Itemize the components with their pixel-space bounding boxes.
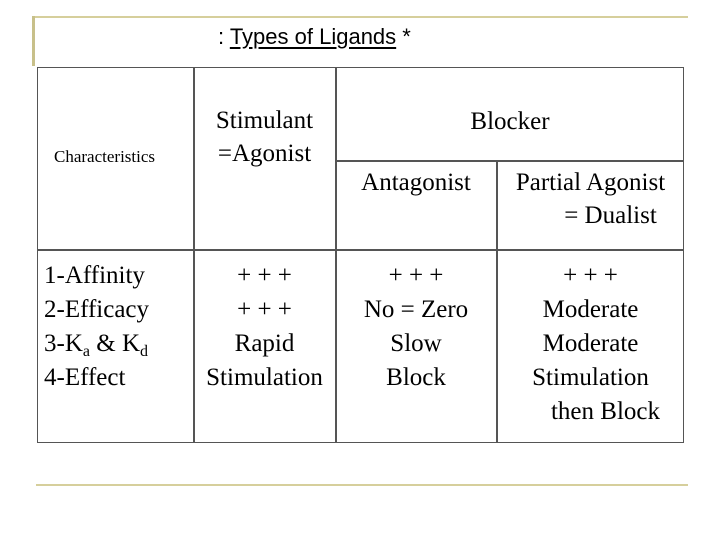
bottom-rule	[36, 484, 688, 486]
antagonist-effect: Block	[386, 364, 446, 391]
antagonist-affinity: + + +	[388, 262, 444, 289]
title-suffix: *	[396, 24, 411, 49]
stimulant-header-line1: Stimulant	[215, 107, 314, 134]
partial-agonist-header	[497, 166, 684, 232]
agonist-kinetics: Rapid	[234, 330, 295, 357]
left-accent-rule	[32, 16, 35, 66]
blocker-header	[336, 105, 684, 138]
title-prefix: :	[218, 24, 230, 49]
partial-agonist-header-line1: Partial Agonist	[515, 169, 666, 196]
partial-agonist-effect: Stimulation	[532, 364, 649, 391]
antagonist-header	[336, 166, 496, 199]
title-main: Types of Ligands	[229, 24, 397, 49]
agonist-values	[194, 259, 335, 395]
ka-kd-mid: & K	[90, 330, 140, 357]
agonist-efficacy: + + +	[237, 296, 292, 323]
antagonist-efficacy: No = Zero	[363, 296, 469, 323]
header-body-rule	[37, 249, 684, 251]
antagonist-kinetics: Slow	[390, 330, 442, 357]
characteristic-efficacy: 2-Efficacy	[44, 296, 150, 323]
kd-subscript: d	[140, 343, 148, 360]
antagonist-values	[336, 259, 496, 395]
characteristic-effect: 4-Effect	[44, 364, 126, 391]
partial-agonist-header-line2: = Dualist	[564, 202, 657, 229]
characteristic-affinity: 1-Affinity	[44, 262, 145, 289]
ka-kd-prefix: 3-K	[44, 330, 83, 357]
blocker-subheader-rule	[335, 160, 684, 162]
top-rule	[32, 16, 688, 18]
partial-agonist-affinity: + + +	[563, 262, 618, 289]
agonist-affinity: + + +	[237, 262, 292, 289]
slide-title	[218, 24, 411, 50]
characteristics-list	[44, 259, 149, 395]
ka-subscript: a	[82, 343, 90, 360]
stimulant-header	[194, 104, 335, 170]
partial-agonist-effect-cont: then Block	[550, 398, 660, 425]
agonist-effect: Stimulation	[206, 364, 323, 391]
partial-agonist-efficacy: Moderate	[542, 296, 639, 323]
characteristic-ka-kd	[44, 327, 149, 361]
stimulant-header-line2: =Agonist	[217, 140, 312, 167]
partial-agonist-values	[497, 259, 684, 429]
blocker-header-label: Blocker	[470, 108, 550, 135]
partial-agonist-kinetics: Moderate	[542, 330, 639, 357]
characteristics-header: Characteristics	[54, 147, 156, 166]
antagonist-header-label: Antagonist	[361, 169, 471, 196]
